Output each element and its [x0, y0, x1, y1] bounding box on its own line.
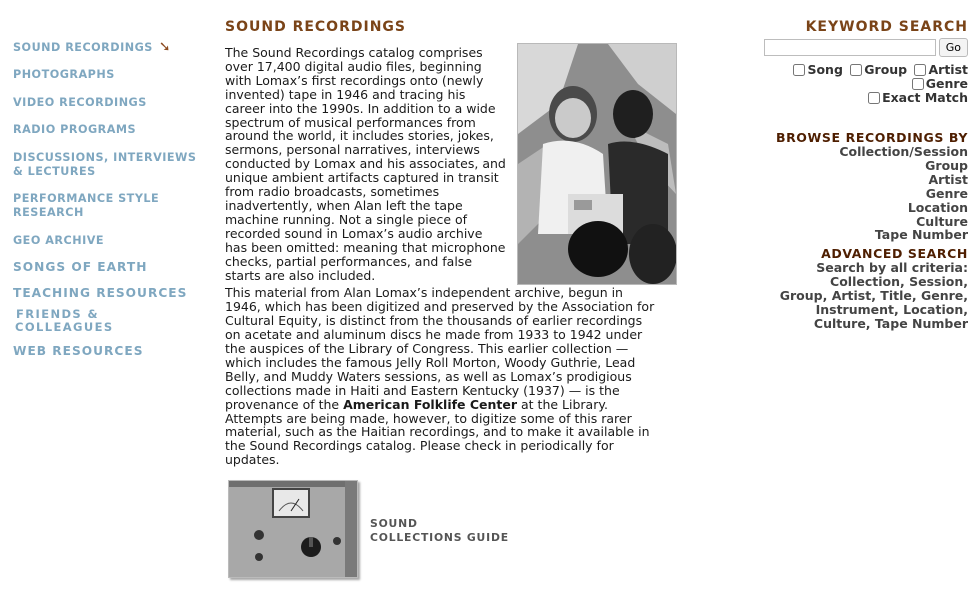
- advanced-search-description: [728, 261, 968, 331]
- go-button[interactable]: Go: [939, 38, 968, 57]
- american-folklife-center-link[interactable]: American Folklife Center: [343, 396, 518, 412]
- browse-culture[interactable]: Culture: [916, 213, 968, 229]
- browse-group[interactable]: Group: [925, 157, 968, 173]
- nav-discussions-line1: DISCUSSIONS, INTERVIEWS: [13, 151, 197, 164]
- nav-teaching-resources[interactable]: TEACHING RESOURCES: [13, 286, 188, 300]
- tape-recorder-graphic: [229, 481, 357, 577]
- page-title: SOUND RECORDINGS: [225, 19, 406, 35]
- archive-paragraph-start: This material from Alan Lomax’s independent archive, begun in 1946, which has been digitized and preserved by the Association for Cultural Equity, is distinct from the thousands of earlier recordings on acetate and aluminum discs he made from 1933 to 1942 under the auspices of the Library of Congress. This earlier collection — which includes the famous Jelly Roll Morton, Woody Guthrie, Lead Belly, and Muddy Waters sessions, as well as Lomax’s prodigious collections made in Haiti and Eastern Kentucky (1937) — is the provenance of the: [225, 285, 655, 412]
- option-group-label: Group: [864, 62, 908, 77]
- nav-video-recordings[interactable]: VIDEO RECORDINGS: [13, 96, 147, 109]
- option-song[interactable]: [793, 62, 842, 77]
- browse-list: [728, 145, 968, 242]
- nav-sound-recordings-label: SOUND RECORDINGS: [13, 41, 153, 54]
- option-artist[interactable]: [914, 62, 968, 77]
- nav-discussions[interactable]: [13, 151, 196, 179]
- keyword-search-input[interactable]: [764, 39, 936, 56]
- tape-recorder-image: [228, 480, 358, 578]
- browse-tape-number[interactable]: Tape Number: [874, 227, 968, 243]
- nav-discussions-line2: & LECTURES: [13, 165, 96, 178]
- nav-friends-line1: FRIENDS &: [16, 307, 99, 321]
- nav-performance-line1: PERFORMANCE STYLE: [13, 192, 160, 205]
- advanced-line3: Group, Artist, Title, Genre,: [779, 288, 968, 304]
- nav-friends-colleagues[interactable]: [15, 308, 114, 334]
- option-genre[interactable]: [912, 76, 968, 91]
- field-recording-photo: [517, 43, 677, 285]
- intro-paragraph: The Sound Recordings catalog comprises over 17,400 digital audio files, beginning with Lomax’s first recordings onto (newly invented) tape in 1946 and tracing his career into the 1990s. In addition to a wide spectrum of musical performances from around the world, it includes stories, jokes, sermons, personal narratives, interviews conducted by Lomax and his associates, and unique ambient artifacts captured in transit from radio broadcasts, sometimes inadvertently, when Alan left the tape machine running. Not a single piece of recorded sound in Lomax’s audio archive has been omitted: meaning that microphone checks, partial performances, and false starts are also included.: [225, 45, 506, 283]
- nav-web-resources[interactable]: WEB RESOURCES: [13, 344, 144, 358]
- option-exact-match-label: Exact Match: [882, 90, 968, 105]
- advanced-line2: Collection, Session,: [830, 274, 968, 290]
- option-group[interactable]: [850, 62, 907, 77]
- nav-performance-style[interactable]: [13, 192, 159, 220]
- field-recording-photo-graphic: [518, 44, 676, 284]
- archive-paragraph-end: at the Library. Attempts are being made, however, to digitize some of this rarer material, such as the Haitian recordings, and to make it available in the Sound Recordings catalog. Please check in periodically for updates.: [225, 396, 650, 468]
- group-checkbox[interactable]: [850, 64, 862, 76]
- keyword-search-title: KEYWORD SEARCH: [805, 19, 968, 35]
- search-row: [728, 38, 968, 57]
- nav-radio-programs[interactable]: RADIO PROGRAMS: [13, 123, 137, 136]
- nav-photographs[interactable]: PHOTOGRAPHS: [13, 68, 115, 81]
- guide-label-line2: COLLECTIONS GUIDE: [370, 531, 509, 544]
- nav-friends-line2: COLLEAGUES: [15, 320, 114, 334]
- browse-title: BROWSE RECORDINGS BY: [775, 130, 968, 145]
- nav-performance-line2: RESEARCH: [13, 206, 84, 219]
- genre-checkbox[interactable]: [912, 78, 924, 90]
- song-checkbox[interactable]: [793, 64, 805, 76]
- browse-collection-session[interactable]: Collection/Session: [839, 144, 968, 159]
- advanced-line5: Culture, Tape Number: [813, 315, 968, 331]
- advanced-search-link[interactable]: ADVANCED SEARCH: [821, 246, 968, 262]
- search-options: [728, 63, 968, 105]
- browse-genre[interactable]: Genre: [925, 185, 968, 201]
- option-exact-match[interactable]: [868, 90, 968, 105]
- sound-collections-guide-link[interactable]: [370, 517, 509, 545]
- nav-sound-recordings[interactable]: [13, 40, 171, 55]
- nav-geo-archive[interactable]: GEO ARCHIVE: [13, 234, 105, 247]
- nav-songs-of-earth[interactable]: SONGS OF EARTH: [13, 260, 148, 274]
- option-artist-label: Artist: [928, 62, 968, 77]
- advanced-line1: Search by all criteria:: [816, 260, 968, 276]
- archive-paragraph: [225, 286, 661, 467]
- exact-match-checkbox[interactable]: [868, 92, 880, 104]
- browse-location[interactable]: Location: [907, 199, 968, 215]
- browse-artist[interactable]: Artist: [928, 171, 968, 187]
- right-sidebar: [728, 18, 968, 331]
- advanced-line4: Instrument, Location,: [815, 302, 968, 318]
- active-arrow-icon: ➘: [158, 39, 172, 55]
- artist-checkbox[interactable]: [914, 64, 926, 76]
- option-song-label: Song: [807, 62, 843, 77]
- option-genre-label: Genre: [925, 76, 968, 91]
- guide-label-line1: SOUND: [370, 517, 418, 530]
